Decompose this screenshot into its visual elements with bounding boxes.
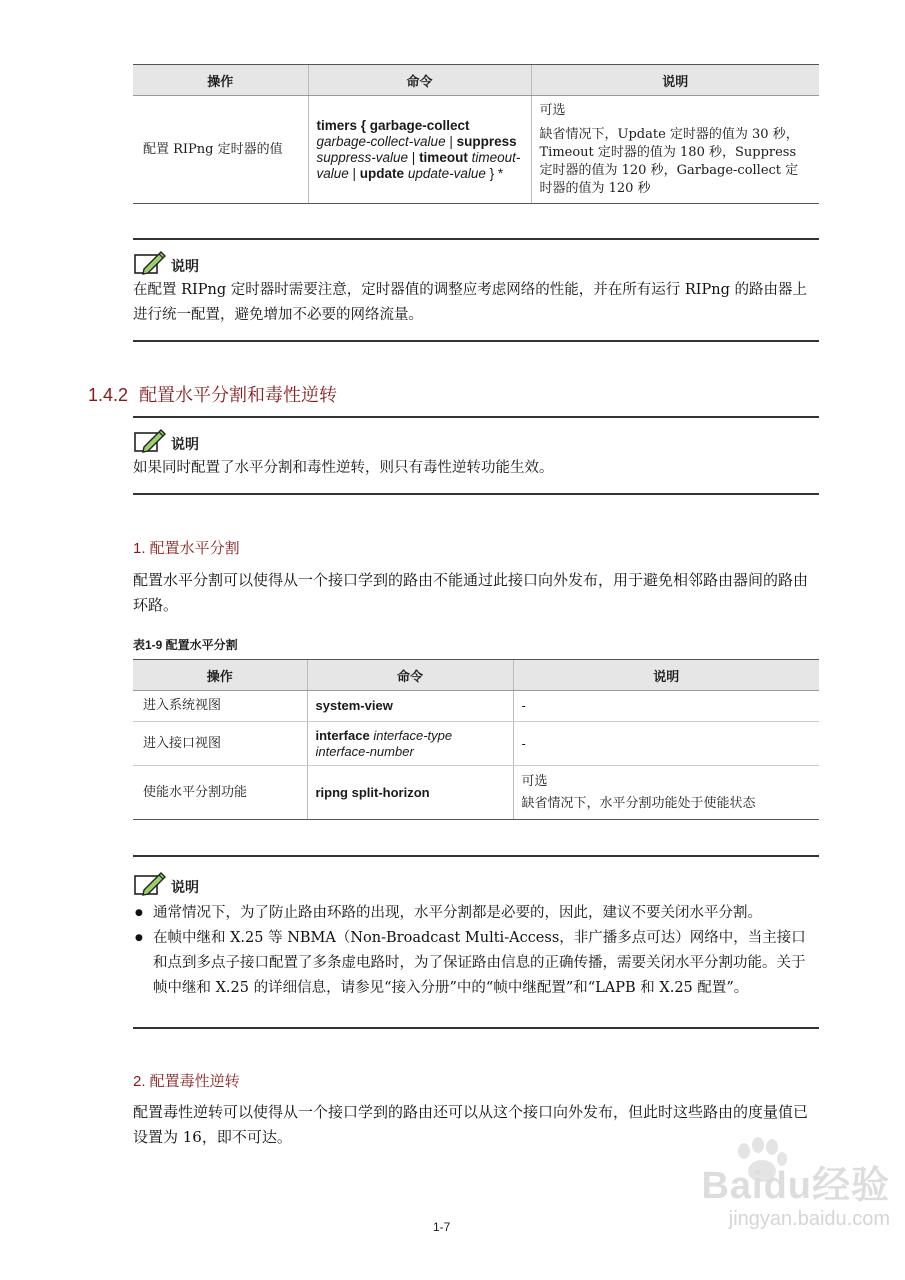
cmd-sep: | — [445, 133, 457, 149]
note-box — [133, 416, 819, 495]
operation-cell: 进入接口视图 — [133, 722, 307, 766]
desc-optional: 可选 — [521, 773, 548, 789]
operation-cell: 使能水平分割功能 — [133, 766, 307, 820]
table-header-row — [133, 65, 819, 96]
command-cell: system-view — [307, 691, 513, 722]
desc-optional: 可选 — [539, 103, 566, 118]
watermark-brand: Baidu经验 — [701, 1165, 890, 1207]
cmd-arg: suppress-value — [316, 149, 409, 165]
pencil-note-icon — [133, 870, 167, 898]
cmd-keyword: interface — [315, 727, 370, 743]
note-header — [133, 869, 819, 899]
header-description: 说明 — [513, 660, 819, 691]
note-header — [133, 426, 819, 456]
header-operation: 操作 — [133, 65, 308, 96]
desc-default: 缺省情况下，Update 定时器的值为 30 秒，Timeout 定时器的值为 180 秒，Suppress 定时器的值为 120 秒，Garbage-collect 定时器的值为 120 秒 — [539, 127, 799, 196]
note-title: 说明 — [171, 879, 199, 895]
description-cell — [513, 766, 819, 820]
cmd-sep: | — [348, 165, 360, 181]
pencil-note-icon — [133, 249, 167, 277]
table-caption: 表1-9 配置水平分割 — [133, 638, 238, 652]
section-heading — [88, 381, 337, 407]
operation-cell: 配置 RIPng 定时器的值 — [133, 96, 308, 204]
subsection-title: 1. 配置水平分割 — [133, 540, 240, 557]
cmd-keyword: timers { garbage-collect — [316, 117, 470, 133]
list-item: ● 在帧中继和 X.25 等 NBMA（Non-Broadcast Multi-Access，非广播多点可达）网络中，当主接口和点到多点子接口配置了多条虚电路时，为了保证路由信息的正确传播，需要关闭水平分割功能。关于帧中继和 X.25 的详细信息，请参见“接入分册”中的“帧中继配置”和“LAPB 和 X.25 配置”。 — [133, 926, 819, 1001]
paragraph: 配置水平分割可以使得从一个接口学到的路由不能通过此接口向外发布，用于避免相邻路由器间的路由环路。 — [133, 571, 809, 614]
note-title: 说明 — [171, 436, 199, 452]
command-cell — [307, 722, 513, 766]
note-text: 如果同时配置了水平分割和毒性逆转，则只有毒性逆转功能生效。 — [133, 460, 554, 476]
description-cell: - — [513, 691, 819, 722]
subsection-title: 2. 配置毒性逆转 — [133, 1073, 240, 1090]
section-number: 1.4.2 — [88, 385, 129, 405]
note-title: 说明 — [171, 258, 199, 274]
header-description: 说明 — [531, 65, 819, 96]
description-cell — [531, 96, 819, 204]
note-box — [133, 238, 819, 342]
cmd-keyword: timeout — [419, 149, 468, 165]
note-header — [133, 248, 819, 278]
section-title: 配置水平分割和毒性逆转 — [139, 385, 338, 405]
command-cell — [308, 96, 531, 204]
watermark-url: jingyan.baidu.com — [728, 1208, 890, 1230]
note-text: 在配置 RIPng 定时器时需要注意，定时器值的调整应考虑网络的性能，并在所有运行 RIPng 的路由器上进行统一配置，避免增加不必要的网络流量。 — [133, 282, 807, 323]
cmd-arg: update-value — [407, 165, 486, 181]
timers-command-table — [133, 64, 819, 204]
cmd-keyword: update — [359, 165, 405, 181]
list-item: ● 通常情况下，为了防止路由环路的出现，水平分割都是必要的，因此，建议不要关闭水平分割。 — [133, 901, 819, 926]
cmd-arg: timeout-value — [316, 149, 521, 181]
table-row — [133, 766, 819, 820]
page-number: 1-7 — [433, 1220, 451, 1234]
split-horizon-table — [133, 659, 819, 820]
desc-default: 缺省情况下，水平分割功能处于使能状态 — [521, 795, 756, 811]
note-list — [133, 901, 819, 1001]
table-row — [133, 96, 819, 204]
cmd-keyword: suppress — [456, 133, 517, 149]
header-operation: 操作 — [133, 660, 307, 691]
cmd-sep: | — [408, 149, 420, 165]
command-cell: ripng split-horizon — [307, 766, 513, 820]
operation-cell: 进入系统视图 — [133, 691, 307, 722]
table-row — [133, 691, 819, 722]
paragraph: 配置毒性逆转可以使得从一个接口学到的路由还可以从这个接口向外发布，但此时这些路由的度量值已设置为 16，即不可达。 — [133, 1103, 809, 1146]
description-cell: - — [513, 722, 819, 766]
cmd-end: } * — [485, 165, 504, 181]
cmd-arg: garbage-collect-value — [316, 133, 446, 149]
pencil-note-icon — [133, 427, 167, 455]
note-box — [133, 855, 819, 1029]
baidu-watermark — [640, 1165, 890, 1231]
table-row — [133, 722, 819, 766]
header-command: 命令 — [307, 660, 513, 691]
table-header-row — [133, 660, 819, 691]
header-command: 命令 — [308, 65, 531, 96]
cmd-arg: interface-type interface-number — [315, 727, 453, 759]
